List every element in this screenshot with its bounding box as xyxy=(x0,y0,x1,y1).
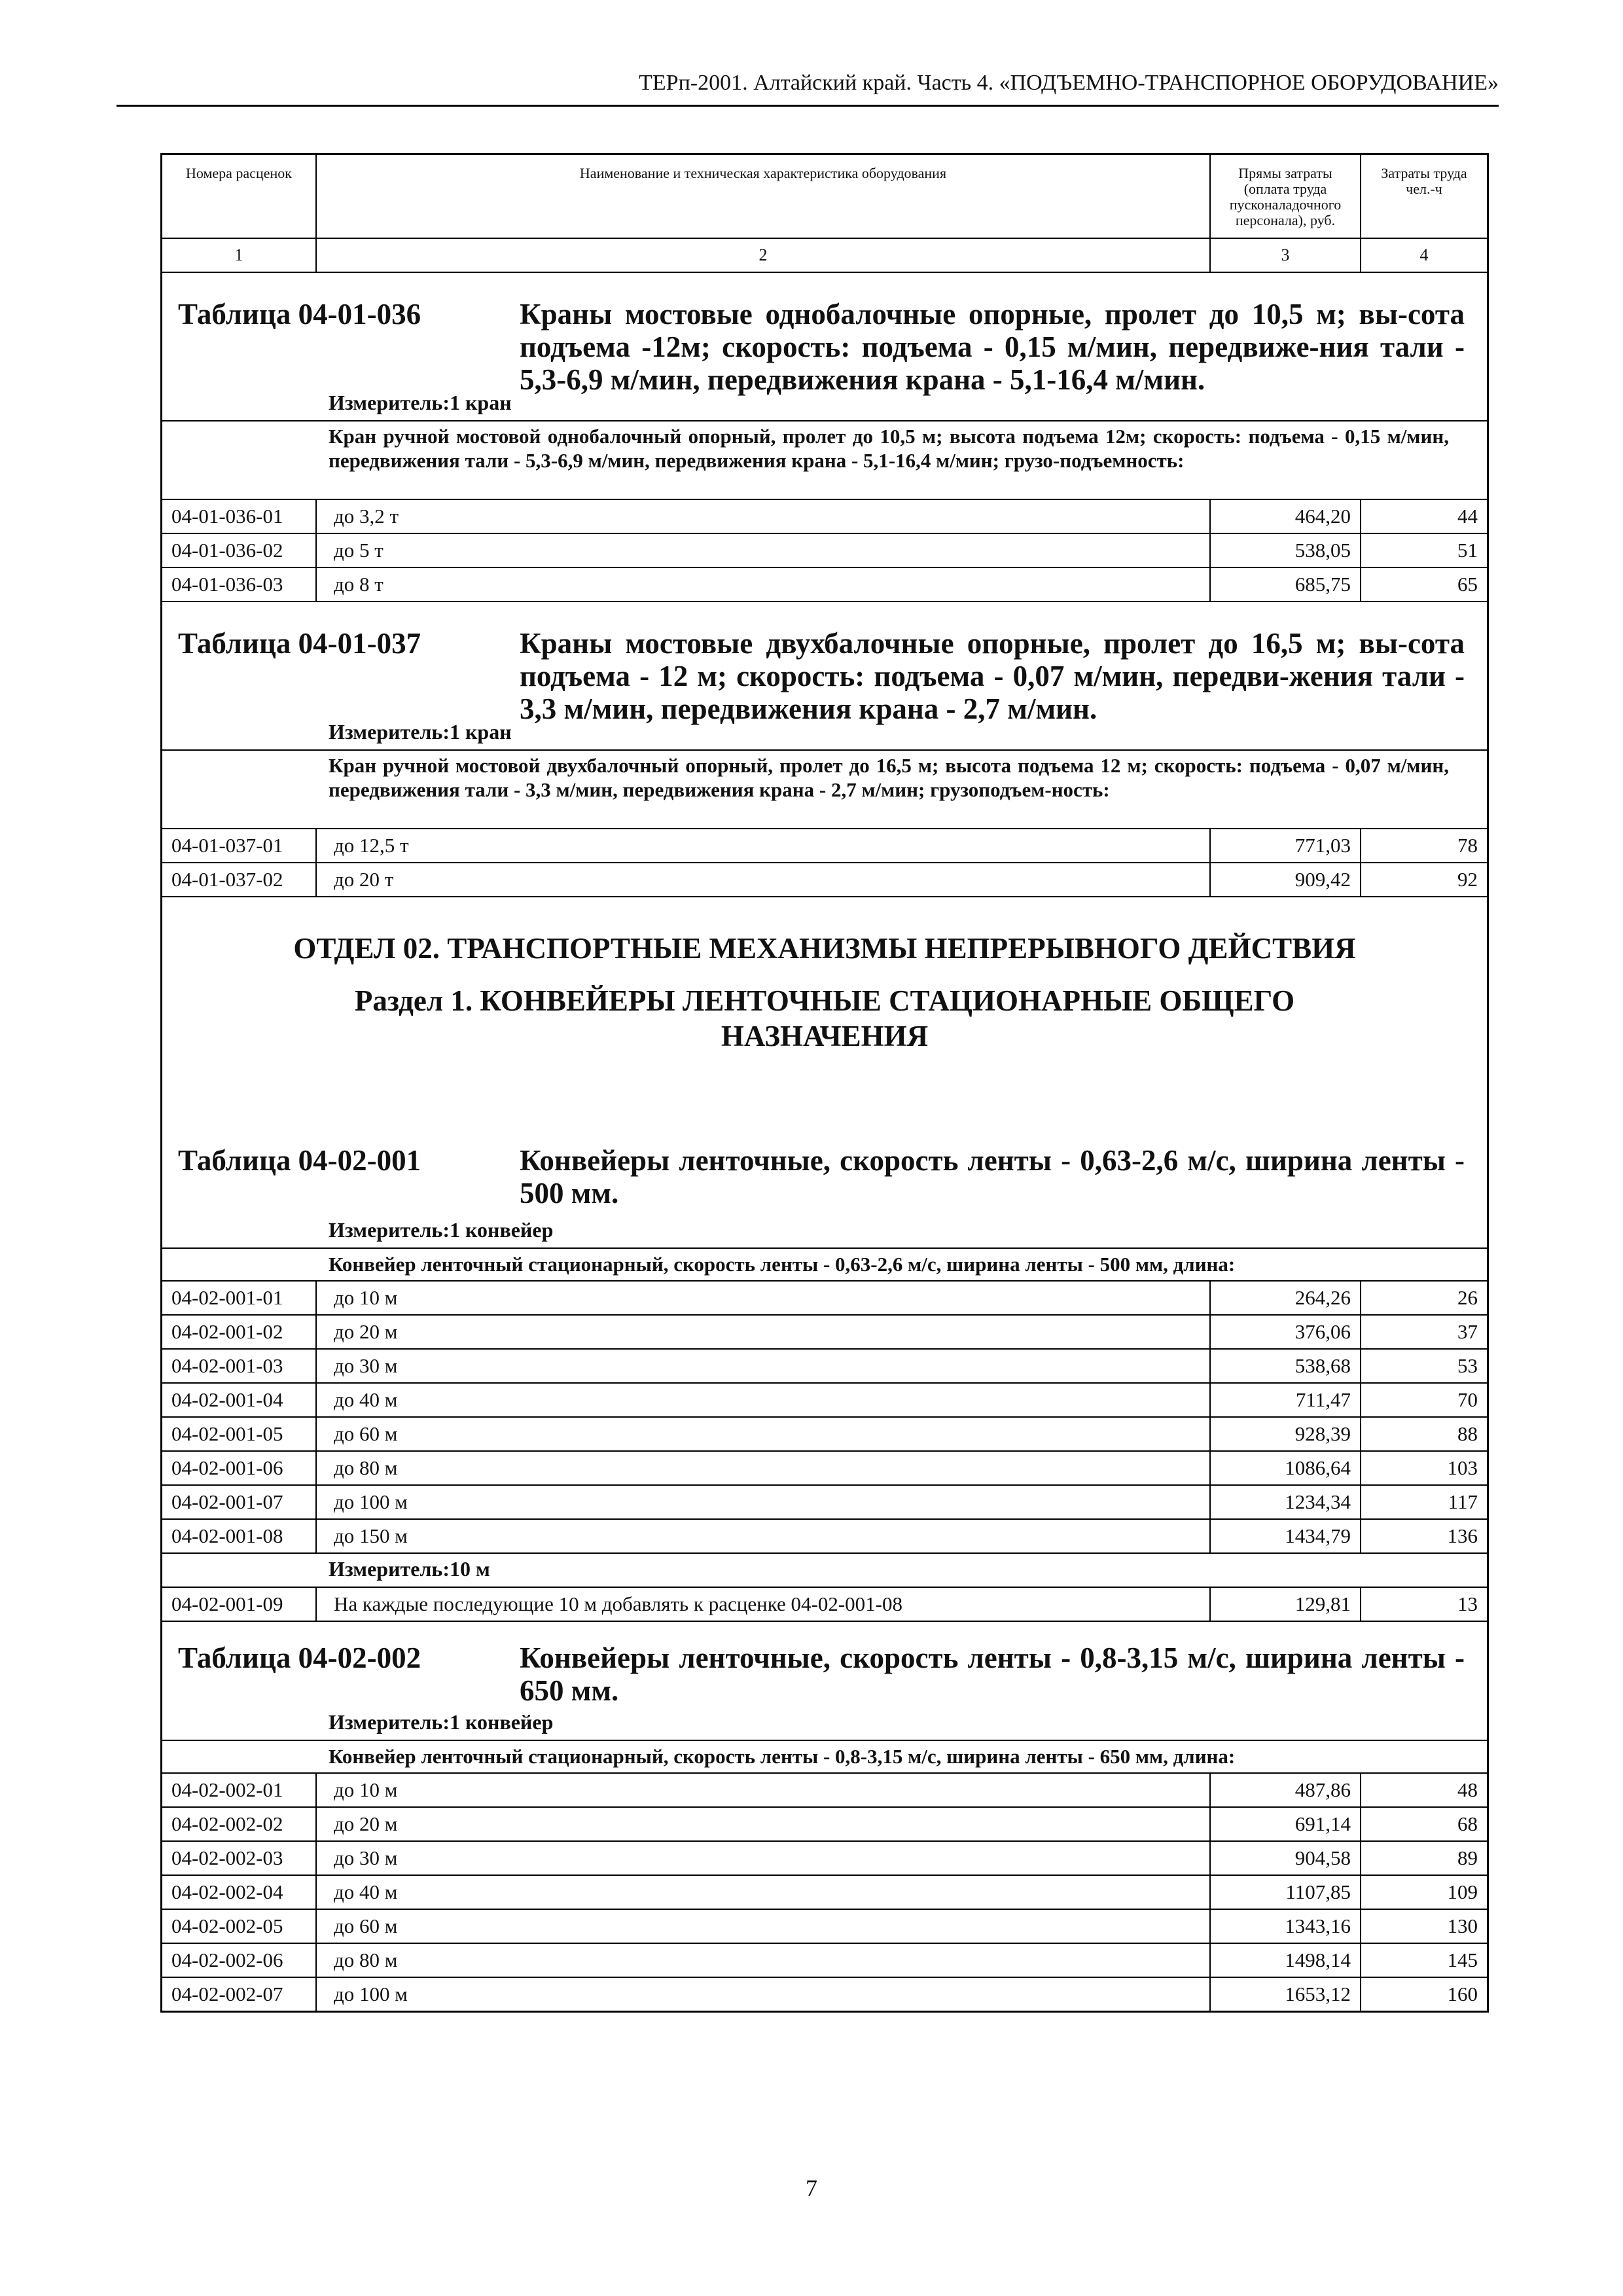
row-cost: 487,86 xyxy=(1211,1774,1361,1806)
column-header-labor: Затраты труда чел.-ч xyxy=(1381,165,1467,197)
row-cost: 129,81 xyxy=(1211,1588,1361,1621)
row-code: 04-02-002-03 xyxy=(162,1842,317,1874)
row-cost: 685,75 xyxy=(1211,568,1361,601)
item-description: Кран ручной мостовой однобалочный опорный, пролет до 10,5 м; высота подъема 12м; скорость: подъема - 0,15 м/мин, передвижения тали - 5,3-6,9 м/мин, передвижения крана - 5,1-16,4 м/мин; грузо-подъемность: xyxy=(162,422,1487,500)
measure-unit: Измеритель:1 конвейер xyxy=(162,1707,1487,1741)
row-labor: 44 xyxy=(1457,505,1478,528)
table-row xyxy=(162,1384,1487,1418)
row-labor: 37 xyxy=(1457,1320,1478,1343)
table-code: Таблица 04-01-037 xyxy=(178,627,421,660)
row-labor: 65 xyxy=(1457,573,1478,596)
row-name: до 10 м xyxy=(317,1282,1211,1314)
row-cost: 1653,12 xyxy=(1211,1978,1361,2011)
table-code: Таблица 04-02-002 xyxy=(178,1641,421,1674)
header-rule xyxy=(116,105,1499,107)
row-labor: 68 xyxy=(1457,1812,1478,1835)
table-code: Таблица 04-02-001 xyxy=(178,1144,421,1177)
row-cost: 538,05 xyxy=(1211,534,1361,567)
row-code: 04-02-002-01 xyxy=(162,1774,317,1806)
row-cost: 538,68 xyxy=(1211,1350,1361,1382)
page-number: 7 xyxy=(806,2175,817,2201)
table-title: Конвейеры ленточные, скорость ленты - 0,63-2,6 м/с, ширина ленты - 500 мм. xyxy=(520,1144,1465,1210)
table-row xyxy=(162,1978,1487,2011)
row-code: 04-02-001-05 xyxy=(162,1418,317,1450)
row-cost: 1086,64 xyxy=(1211,1452,1361,1484)
table-row xyxy=(162,1418,1487,1452)
row-code: 04-02-001-08 xyxy=(162,1520,317,1552)
row-labor: 70 xyxy=(1457,1388,1478,1411)
row-code: 04-01-036-02 xyxy=(162,534,317,567)
row-labor: 13 xyxy=(1457,1592,1478,1615)
row-cost: 771,03 xyxy=(1211,829,1361,862)
table-row xyxy=(162,1876,1487,1910)
table-heading xyxy=(162,1622,1487,1707)
column-header-cost: Прямы затраты (оплата труда пусконаладочного персонала), руб. xyxy=(1211,155,1361,238)
row-name: до 100 м xyxy=(317,1486,1211,1518)
row-labor: 89 xyxy=(1457,1846,1478,1869)
row-labor: 53 xyxy=(1457,1354,1478,1377)
row-code: 04-02-002-05 xyxy=(162,1910,317,1943)
row-labor: 78 xyxy=(1457,834,1478,857)
measure-unit: Измеритель:10 м xyxy=(162,1554,1487,1588)
row-cost: 1343,16 xyxy=(1211,1910,1361,1943)
row-name: до 5 т xyxy=(317,534,1211,567)
row-name: На каждые последующие 10 м добавлять к расценке 04-02-001-08 xyxy=(317,1588,1211,1621)
row-code: 04-02-002-07 xyxy=(162,1978,317,2011)
row-code: 04-01-037-02 xyxy=(162,863,317,896)
table-row xyxy=(162,863,1487,897)
table-row xyxy=(162,1910,1487,1944)
row-name: до 40 м xyxy=(317,1876,1211,1909)
table-title: Краны мостовые однобалочные опорные, пролет до 10,5 м; вы-сота подъема -12м; скорость: подъема - 0,15 м/мин, передвиже-ния тали - 5,3-6,9 м/мин, передвижения крана - 5,1-16,4 м/мин. xyxy=(520,298,1465,396)
column-number: 2 xyxy=(317,239,1211,272)
row-code: 04-02-001-03 xyxy=(162,1350,317,1382)
row-code: 04-02-001-04 xyxy=(162,1384,317,1416)
row-cost: 909,42 xyxy=(1211,863,1361,896)
row-name: до 60 м xyxy=(317,1910,1211,1943)
table-row xyxy=(162,1350,1487,1384)
row-cost: 1234,34 xyxy=(1211,1486,1361,1518)
row-labor: 130 xyxy=(1447,1914,1478,1937)
row-name: до 20 м xyxy=(317,1316,1211,1348)
row-cost: 376,06 xyxy=(1211,1316,1361,1348)
row-labor: 103 xyxy=(1447,1456,1478,1479)
row-cost: 691,14 xyxy=(1211,1808,1361,1840)
row-code: 04-02-001-09 xyxy=(162,1588,317,1621)
item-description: Конвейер ленточный стационарный, скорость ленты - 0,8-3,15 м/с, ширина ленты - 650 мм, длина: xyxy=(162,1741,1487,1774)
table-row xyxy=(162,568,1487,602)
row-labor: 136 xyxy=(1447,1524,1478,1547)
row-name: до 150 м xyxy=(317,1520,1211,1552)
row-name: до 20 м xyxy=(317,1808,1211,1840)
table-heading xyxy=(162,273,1487,396)
row-labor: 145 xyxy=(1447,1948,1478,1971)
column-number-row xyxy=(162,239,1487,273)
row-code: 04-02-001-07 xyxy=(162,1486,317,1518)
row-labor: 51 xyxy=(1457,539,1478,562)
row-code: 04-02-002-06 xyxy=(162,1944,317,1977)
item-description: Кран ручной мостовой двухбалочный опорный, пролет до 16,5 м; высота подъема 12 м; скорость: подъема - 0,07 м/мин, передвижения тали - 3,3 м/мин, передвижения крана - 2,7 м/мин; грузоподъем-ность: xyxy=(162,751,1487,829)
row-cost: 1498,14 xyxy=(1211,1944,1361,1977)
table-row xyxy=(162,500,1487,534)
row-cost: 264,26 xyxy=(1211,1282,1361,1314)
section-heading xyxy=(162,973,1487,1130)
table-row xyxy=(162,1774,1487,1808)
column-header-row xyxy=(162,155,1487,239)
row-labor: 48 xyxy=(1457,1778,1478,1801)
table-row xyxy=(162,1520,1487,1554)
measure-unit: Измеритель:1 кран xyxy=(162,717,1487,751)
column-number: 3 xyxy=(1211,239,1361,272)
row-labor: 26 xyxy=(1457,1286,1478,1309)
row-cost: 464,20 xyxy=(1211,500,1361,533)
row-labor: 117 xyxy=(1448,1490,1478,1513)
row-cost: 711,47 xyxy=(1211,1384,1361,1416)
row-code: 04-02-001-02 xyxy=(162,1316,317,1348)
column-number: 4 xyxy=(1419,245,1429,264)
row-cost: 1434,79 xyxy=(1211,1520,1361,1552)
table-row xyxy=(162,1944,1487,1978)
item-description: Конвейер ленточный стационарный, скорость ленты - 0,63-2,6 м/с, ширина ленты - 500 мм, длина: xyxy=(162,1249,1487,1282)
table-title: Краны мостовые двухбалочные опорные, пролет до 16,5 м; вы-сота подъема - 12 м; скорость: подъема - 0,07 м/мин, передви-жения тали - 3,3 м/мин, передвижения крана - 2,7 м/мин. xyxy=(520,627,1465,725)
row-name: до 8 т xyxy=(317,568,1211,601)
row-labor: 160 xyxy=(1447,1982,1478,2005)
row-code: 04-01-037-01 xyxy=(162,829,317,862)
row-code: 04-01-036-01 xyxy=(162,500,317,533)
column-header-code: Номера расценок xyxy=(162,155,317,238)
table-row xyxy=(162,1588,1487,1622)
row-name: до 30 м xyxy=(317,1350,1211,1382)
row-name: до 40 м xyxy=(317,1384,1211,1416)
table-row xyxy=(162,1282,1487,1316)
row-labor: 92 xyxy=(1457,868,1478,891)
row-name: до 100 м xyxy=(317,1978,1211,2011)
table-row xyxy=(162,1842,1487,1876)
column-number: 1 xyxy=(162,239,317,272)
department-heading: ОТДЕЛ 02. ТРАНСПОРТНЫЕ МЕХАНИЗМЫ НЕПРЕРЫВНОГО ДЕЙСТВИЯ xyxy=(293,932,1356,965)
row-labor: 109 xyxy=(1447,1880,1478,1903)
row-code: 04-02-002-04 xyxy=(162,1876,317,1909)
row-name: до 12,5 т xyxy=(317,829,1211,862)
table-row xyxy=(162,1452,1487,1486)
measure-unit: Измеритель:1 конвейер xyxy=(162,1215,1487,1249)
column-header-name: Наименование и техническая характеристика оборудования xyxy=(317,155,1211,238)
row-name: до 3,2 т xyxy=(317,500,1211,533)
row-cost: 928,39 xyxy=(1211,1418,1361,1450)
running-header: ТЕРп-2001. Алтайский край. Часть 4. «ПОДЪЕМНО-ТРАНСПОРНОЕ ОБОРУДОВАНИЕ» xyxy=(639,71,1499,95)
row-labor: 88 xyxy=(1457,1422,1478,1445)
row-name: до 20 т xyxy=(317,863,1211,896)
measure-unit: Измеритель:1 кран xyxy=(162,387,1487,422)
section-heading-line: Раздел 1. КОНВЕЙЕРЫ ЛЕНТОЧНЫЕ СТАЦИОНАРНЫЕ ОБЩЕГО xyxy=(354,984,1295,1017)
table-code: Таблица 04-01-036 xyxy=(178,298,421,331)
table-row xyxy=(162,1486,1487,1520)
table-row xyxy=(162,534,1487,568)
row-cost: 904,58 xyxy=(1211,1842,1361,1874)
section-heading-line: НАЗНАЧЕНИЯ xyxy=(721,1020,929,1052)
row-cost: 1107,85 xyxy=(1211,1876,1361,1909)
row-name: до 80 м xyxy=(317,1944,1211,1977)
table-row xyxy=(162,1316,1487,1350)
row-code: 04-02-001-06 xyxy=(162,1452,317,1484)
table-row xyxy=(162,829,1487,863)
table-heading xyxy=(162,602,1487,725)
price-table xyxy=(160,153,1489,2013)
row-name: до 10 м xyxy=(317,1774,1211,1806)
table-title: Конвейеры ленточные, скорость ленты - 0,8-3,15 м/с, ширина ленты - 650 мм. xyxy=(520,1641,1465,1707)
table-row xyxy=(162,1808,1487,1842)
row-name: до 30 м xyxy=(317,1842,1211,1874)
row-code: 04-02-002-02 xyxy=(162,1808,317,1840)
row-name: до 80 м xyxy=(317,1452,1211,1484)
row-name: до 60 м xyxy=(317,1418,1211,1450)
row-code: 04-02-001-01 xyxy=(162,1282,317,1314)
row-code: 04-01-036-03 xyxy=(162,568,317,601)
table-heading xyxy=(162,1130,1487,1215)
